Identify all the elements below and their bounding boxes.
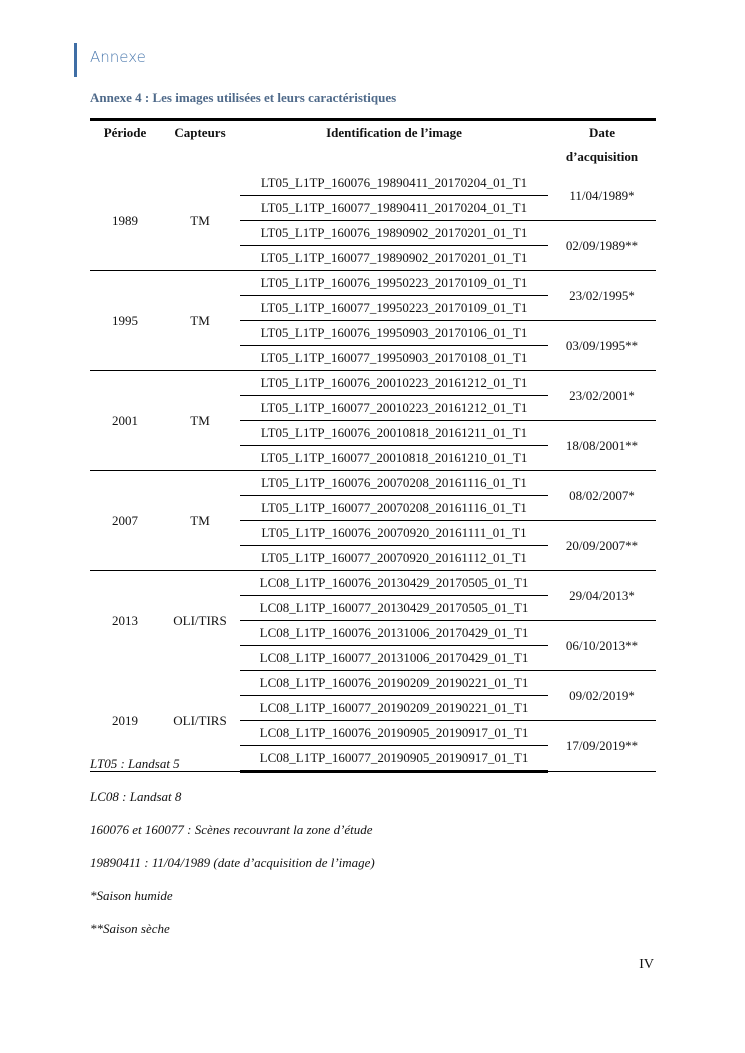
cell-periode: 2001 bbox=[90, 371, 160, 471]
cell-date-acquisition: 23/02/1995* bbox=[548, 271, 656, 321]
notes bbox=[90, 755, 375, 953]
cell-date-acquisition: 11/04/1989* bbox=[548, 171, 656, 221]
cell-image-id: LT05_L1TP_160076_19950903_20170106_01_T1 bbox=[240, 321, 548, 346]
cell-periode: 2013 bbox=[112, 612, 138, 628]
col-header-date-line1: Date bbox=[589, 125, 615, 140]
cell-image-id: LT05_L1TP_160076_19950223_20170109_01_T1 bbox=[240, 271, 548, 296]
cell-date-acquisition: 09/02/2019* bbox=[548, 671, 656, 721]
section-header: Annexe bbox=[90, 48, 146, 66]
note-saison-seche: **Saison sèche bbox=[90, 921, 170, 936]
cell-capteurs: OLI/TIRS bbox=[160, 671, 240, 772]
cell-date-acquisition: 23/02/2001* bbox=[548, 371, 656, 421]
cell-date-acquisition: 02/09/1989** bbox=[548, 221, 656, 271]
cell-image-id: LC08_L1TP_160076_20130429_20170505_01_T1 bbox=[240, 571, 548, 596]
cell-image-id: LT05_L1TP_160077_20070208_20161116_01_T1 bbox=[240, 496, 548, 521]
cell-date-acquisition: 08/02/2007* bbox=[548, 471, 656, 521]
table-row bbox=[90, 271, 656, 296]
cell-date-acquisition: 20/09/2007** bbox=[548, 521, 656, 571]
cell-periode: 2019 bbox=[90, 671, 160, 772]
cell-capteurs: TM bbox=[160, 471, 240, 571]
cell-periode: 2007 bbox=[90, 471, 160, 571]
cell-periode: 1995 bbox=[90, 271, 160, 371]
cell-image-id: LC08_L1TP_160077_20190905_20190917_01_T1 bbox=[240, 746, 548, 772]
table-caption: Annexe 4 : Les images utilisées et leurs caractéristiques bbox=[90, 90, 397, 105]
cell-image-id: LT05_L1TP_160076_19890902_20170201_01_T1 bbox=[240, 221, 548, 246]
note-scenes: 160076 et 160077 : Scènes recouvrant la zone d’étude bbox=[90, 822, 373, 837]
page-number: IV bbox=[639, 957, 654, 972]
cell-image-id: LT05_L1TP_160077_20070920_20161112_01_T1 bbox=[240, 546, 548, 571]
cell-date-acquisition: 18/08/2001** bbox=[548, 421, 656, 471]
cell-periode: 1989 bbox=[90, 171, 160, 271]
cell-capteurs: TM bbox=[160, 171, 240, 271]
cell-image-id: LT05_L1TP_160077_19950903_20170108_01_T1 bbox=[240, 346, 548, 371]
cell-date-acquisition: 03/09/1995** bbox=[548, 321, 656, 371]
table-row bbox=[90, 471, 656, 496]
col-header-periode: Période bbox=[90, 120, 160, 172]
note-saison-humide: *Saison humide bbox=[90, 888, 173, 903]
cell-capteurs: TM bbox=[160, 371, 240, 471]
col-header-date-line2: d’acquisition bbox=[565, 149, 639, 164]
cell-capteurs: OLI/TIRS bbox=[173, 612, 227, 628]
cell-image-id: LT05_L1TP_160076_20070208_20161116_01_T1 bbox=[240, 471, 548, 496]
cell-image-id: LT05_L1TP_160077_19950223_20170109_01_T1 bbox=[240, 296, 548, 321]
col-header-identification: Identification de l’image bbox=[240, 120, 548, 172]
cell-image-id: LT05_L1TP_160077_20010818_20161210_01_T1 bbox=[240, 446, 548, 471]
cell-image-id: LC08_L1TP_160076_20190905_20190917_01_T1 bbox=[240, 721, 548, 746]
note-date-format: 19890411 : 11/04/1989 (date d’acquisition de l’image) bbox=[90, 855, 375, 870]
table-row bbox=[90, 671, 656, 696]
cell-image-id: LC08_L1TP_160076_20190209_20190221_01_T1 bbox=[240, 671, 548, 696]
cell-image-id: LT05_L1TP_160076_20010223_20161212_01_T1 bbox=[240, 371, 548, 396]
cell-date-acquisition: 29/04/2013* bbox=[548, 571, 656, 621]
cell-image-id: LC08_L1TP_160077_20190209_20190221_01_T1 bbox=[240, 696, 548, 721]
images-table bbox=[90, 118, 656, 773]
cell-image-id: LT05_L1TP_160076_20070920_20161111_01_T1 bbox=[240, 521, 548, 546]
cell-image-id: LT05_L1TP_160076_20010818_20161211_01_T1 bbox=[240, 421, 548, 446]
table-row bbox=[90, 571, 656, 596]
cell-image-id: LT05_L1TP_160077_19890411_20170204_01_T1 bbox=[240, 196, 548, 221]
cell-image-id: LC08_L1TP_160077_20130429_20170505_01_T1 bbox=[240, 596, 548, 621]
cell-image-id: LT05_L1TP_160076_19890411_20170204_01_T1 bbox=[240, 171, 548, 196]
cell-capteurs: TM bbox=[160, 271, 240, 371]
cell-image-id: LT05_L1TP_160077_19890902_20170201_01_T1 bbox=[240, 246, 548, 271]
cell-date-acquisition: 17/09/2019** bbox=[548, 721, 656, 772]
cell-image-id: LC08_L1TP_160076_20131006_20170429_01_T1 bbox=[240, 621, 548, 646]
note-lc08: LC08 : Landsat 8 bbox=[90, 789, 182, 804]
table-body bbox=[90, 171, 656, 772]
cell-date-acquisition: 06/10/2013** bbox=[548, 621, 656, 671]
table-row bbox=[90, 171, 656, 196]
cell-image-id: LC08_L1TP_160077_20131006_20170429_01_T1 bbox=[240, 646, 548, 671]
header-accent-bar bbox=[74, 43, 77, 77]
col-header-capteurs: Capteurs bbox=[160, 120, 240, 172]
note-lt05: LT05 : Landsat 5 bbox=[90, 756, 180, 771]
cell-image-id: LT05_L1TP_160077_20010223_20161212_01_T1 bbox=[240, 396, 548, 421]
col-header-date bbox=[548, 120, 656, 172]
table-row bbox=[90, 371, 656, 396]
